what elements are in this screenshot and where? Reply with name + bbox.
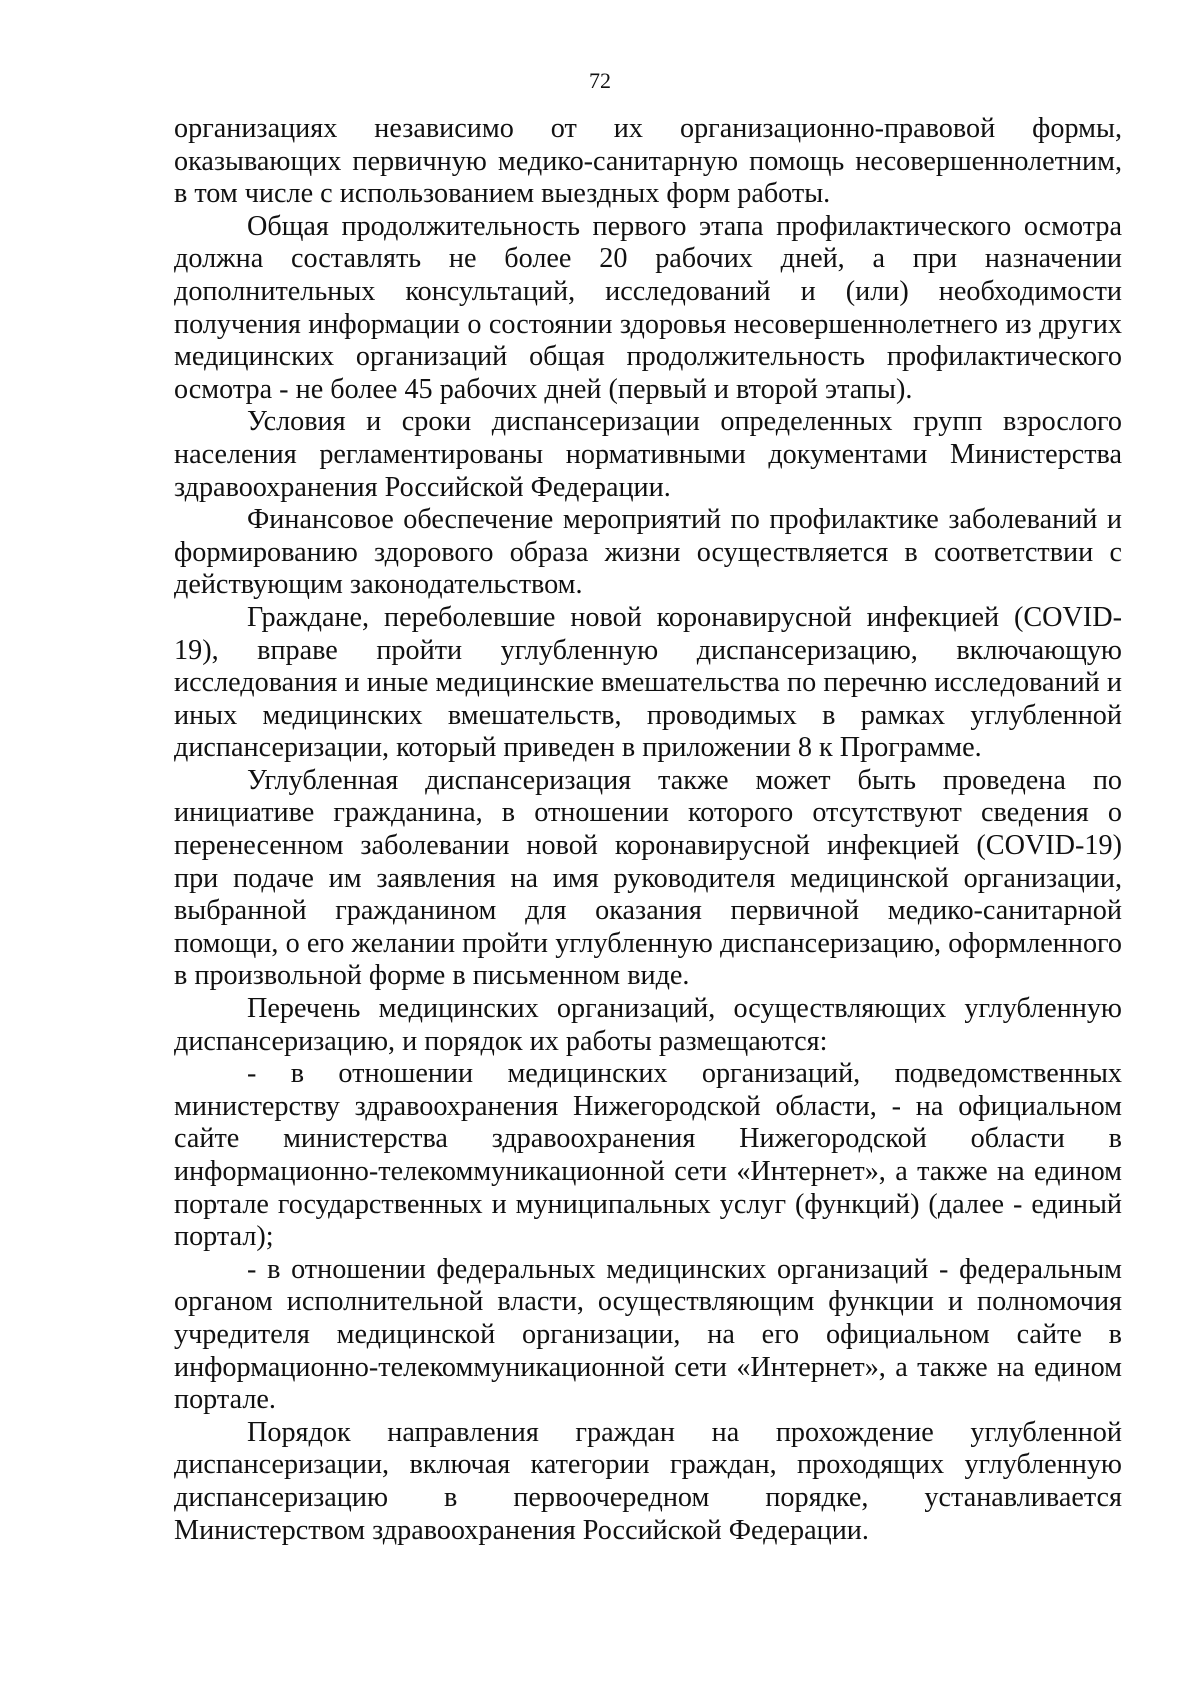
paragraph: Граждане, переболевшие новой коронавирусной инфекцией (COVID-19), вправе пройти углубленную диспансеризацию, включающую исследования и иные медицинские вмешательства по перечню исследований и иных медицинских вмешательств, проводимых в рамках углубленной диспансеризации, который приведен в приложении 8 к Программе.: [174, 601, 1122, 764]
body-text: [174, 113, 1122, 1547]
paragraph: Перечень медицинских организаций, осуществляющих углубленную диспансеризацию, и порядок их работы размещаются:: [174, 993, 1122, 1057]
list-item: - в отношении федеральных медицинских организаций - федеральным органом исполнительной власти, осуществляющим функции и полномочия учредителя медицинской организации, на его официальном сайте в информационно-телекоммуникационной сети «Интернет», а также на едином портале.: [174, 1253, 1122, 1416]
paragraph: Финансовое обеспечение мероприятий по профилактике заболеваний и формированию здорового образа жизни осуществляется в соответствии с действующим законодательством.: [174, 504, 1122, 601]
paragraph: Углубленная диспансеризация также может быть проведена по инициативе гражданина, в отношении которого отсутствуют сведения о перенесенном заболевании новой коронавирусной инфекцией (COVID-19) при подаче им заявления на имя руководителя медицинской организации, выбранной гражданином для оказания первичной медико-санитарной помощи, о его желании пройти углубленную диспансеризацию, оформленного в произвольной форме в письменном виде.: [174, 764, 1122, 992]
paragraph: Общая продолжительность первого этапа профилактического осмотра должна составлять не более 20 рабочих дней, а при назначении дополнительных консультаций, исследований и (или) необходимости получения информации о состоянии здоровья несовершеннолетнего из других медицинских организаций общая продолжительность профилактического осмотра - не более 45 рабочих дней (первый и второй этапы).: [174, 210, 1122, 405]
paragraph: Условия и сроки диспансеризации определенных групп взрослого населения регламентированы нормативными документами Министерства здравоохранения Российской Федерации.: [174, 406, 1122, 503]
paragraph: организациях независимо от их организационно-правовой формы, оказывающих первичную медико-санитарную помощь несовершеннолетним, в том числе с использованием выездных форм работы.: [174, 113, 1122, 210]
paragraph: Порядок направления граждан на прохождение углубленной диспансеризации, включая категории граждан, проходящих углубленную диспансеризацию в первоочередном порядке, устанавливается Министерством здравоохранения Российской Федерации.: [174, 1416, 1122, 1546]
page-number: 72: [589, 68, 611, 93]
list-item: - в отношении медицинских организаций, подведомственных министерству здравоохранения Нижегородской области, - на официальном сайте министерства здравоохранения Нижегородской области в информационно-телекоммуникационной сети «Интернет», а также на едином портале государственных и муниципальных услуг (функций) (далее - единый портал);: [174, 1058, 1122, 1253]
